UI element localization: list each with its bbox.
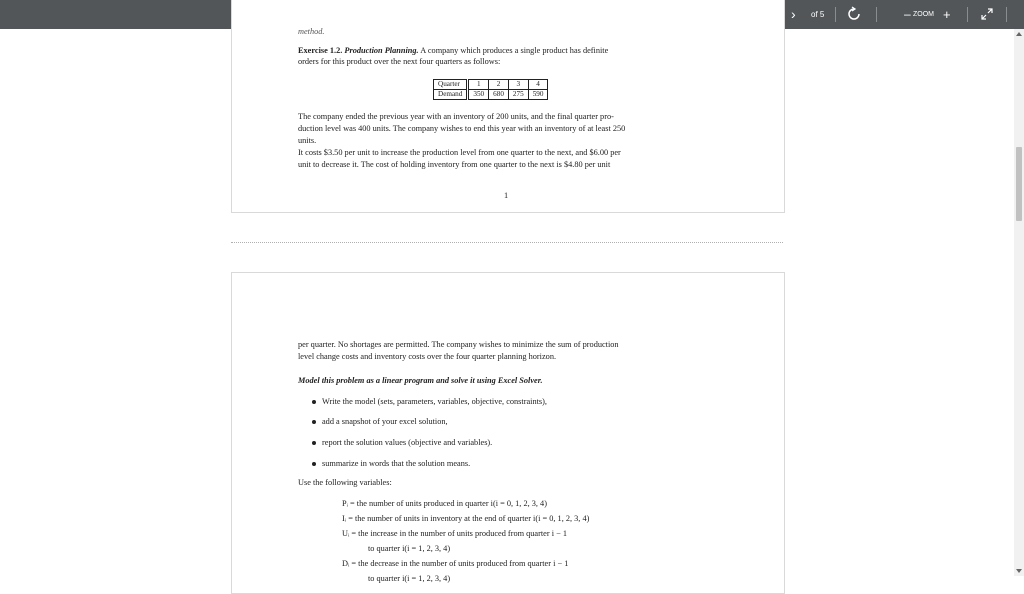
table-cell: 4 <box>528 80 548 90</box>
table-cell: 350 <box>468 90 489 100</box>
table-row <box>434 80 548 90</box>
toolbar-divider <box>967 7 968 22</box>
model-instruction: Model this problem as a linear program and solve it using Excel Solver. <box>298 376 543 385</box>
list-item: Write the model (sets, parameters, variables, objective, constraints), <box>322 397 547 406</box>
exercise-intro: A company which produces a single product has definite <box>420 46 609 55</box>
fit-page-icon[interactable] <box>980 0 996 29</box>
table-cell: 2 <box>489 80 509 90</box>
list-item: add a snapshot of your excel solution, <box>322 417 448 426</box>
variables-intro: Use the following variables: <box>298 478 392 487</box>
bullet-icon <box>312 462 316 466</box>
page-footer-number: 1 <box>504 191 509 200</box>
variable-definition: Iᵢ = the number of units in inventory at the end of quarter i(i = 0, 1, 2, 3, 4) <box>342 514 590 523</box>
paragraph-line: The company ended the previous year with an inventory of 200 units, and the final quarter pro- <box>298 112 614 121</box>
table-cell: 3 <box>508 80 528 90</box>
page-separator <box>231 242 783 243</box>
scrollbar-thumb[interactable] <box>1016 147 1022 221</box>
scroll-up-icon[interactable] <box>1016 32 1022 36</box>
variable-definition: to quarter i(i = 1, 2, 3, 4) <box>368 574 451 583</box>
document-viewer[interactable] <box>0 27 1014 583</box>
demand-table <box>433 79 548 100</box>
table-cell: 1 <box>468 80 489 90</box>
pdf-page <box>231 0 785 213</box>
table-cell: Demand <box>434 90 468 100</box>
next-page-icon[interactable]: › <box>791 6 796 22</box>
table-row <box>434 90 548 100</box>
zoom-out-button[interactable]: – <box>904 7 911 21</box>
page-count: of 5 <box>811 10 825 19</box>
toolbar-divider <box>835 7 836 22</box>
variable-definition: Pᵢ = the number of units produced in quarter i(i = 0, 1, 2, 3, 4) <box>342 499 547 508</box>
paragraph-line: units. <box>298 136 317 145</box>
bullet-icon <box>312 441 316 445</box>
table-cell: 680 <box>489 90 509 100</box>
bullet-icon <box>312 400 316 404</box>
variable-definition: to quarter i(i = 1, 2, 3, 4) <box>368 544 451 553</box>
vertical-scrollbar[interactable] <box>1014 29 1024 576</box>
table-cell: 590 <box>528 90 548 100</box>
cut-off-text: method. <box>298 27 325 36</box>
variable-definition: Uᵢ = the increase in the number of units produced from quarter i − 1 <box>342 529 567 538</box>
paragraph-line: per quarter. No shortages are permitted. The company wishes to minimize the sum of production <box>298 340 619 349</box>
zoom-in-button[interactable]: + <box>943 7 951 22</box>
exercise-heading <box>298 45 608 56</box>
paragraph-line: level change costs and inventory costs over the four quarter planning horizon. <box>298 352 557 361</box>
scroll-down-icon[interactable] <box>1016 569 1022 573</box>
rotate-icon[interactable] <box>847 0 863 29</box>
bullet-icon <box>312 420 316 424</box>
list-item: summarize in words that the solution means. <box>322 459 471 468</box>
pdf-page <box>231 272 785 594</box>
paragraph-line: duction level was 400 units. The company wishes to end this year with an inventory of at least 250 <box>298 124 626 133</box>
paragraph-line: It costs $3.50 per unit to increase the production level from one quarter to the next, and $6.00 per <box>298 148 621 157</box>
exercise-intro-line2: orders for this product over the next four quarters as follows: <box>298 57 501 66</box>
table-cell: Quarter <box>434 80 468 90</box>
toolbar-divider <box>1006 7 1007 22</box>
table-cell: 275 <box>508 90 528 100</box>
exercise-label: Exercise 1.2. <box>298 46 343 55</box>
zoom-label: ZOOM <box>913 11 934 18</box>
variable-definition: Dᵢ = the decrease in the number of units produced from quarter i − 1 <box>342 559 569 568</box>
paragraph-line: unit to decrease it. The cost of holding inventory from one quarter to the next is $4.80 per unit <box>298 160 611 169</box>
exercise-title: Production Planning. <box>344 46 419 55</box>
toolbar-divider <box>876 7 877 22</box>
list-item: report the solution values (objective and variables). <box>322 438 493 447</box>
